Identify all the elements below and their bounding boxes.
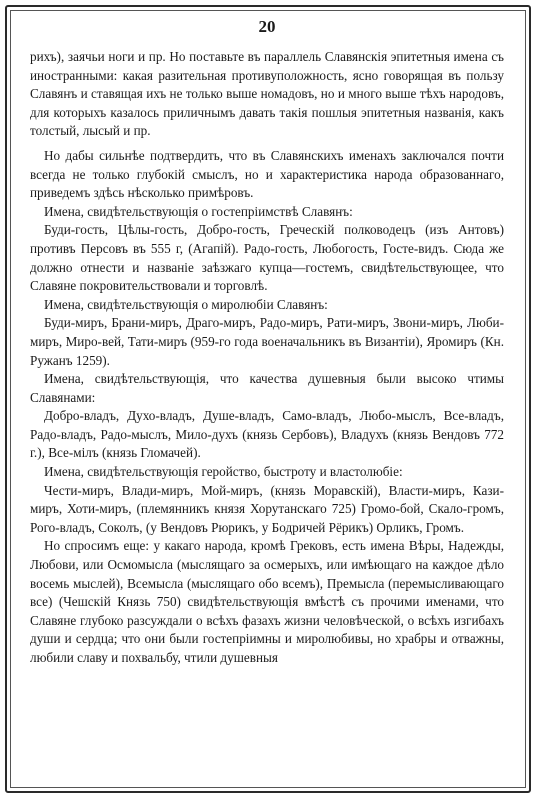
- section-heading-peacefulness: Имена, свидѣтельствующія о миролюбіи Славянъ:: [44, 296, 328, 312]
- section-heading-hospitality: Имена, свидѣтельствующія о гостепріимствѣ Славянъ:: [44, 203, 353, 219]
- names-peacefulness: Буди-миръ, Брани-миръ, Драго-миръ, Радо-миръ, Рати-миръ, Звони-миръ, Люби-миръ, Миро-вей, Тати-миръ (959-го года военачальникъ въ Византіи), Яромиръ (Кн. Ружанъ 1259).: [30, 315, 504, 368]
- names-heroism: Чести-миръ, Влади-миръ, Мой-миръ, (князь Моравскій), Власти-миръ, Кази-миръ, Хоти-миръ, (племянникъ князя Хорутанскаго 725) Громо-бой, Скало-громъ, Рого-владъ, Соколъ, (у Вендовъ Рюрикъ, у Бодричей Рёрикъ) Орликъ, Громъ.: [30, 482, 504, 535]
- paragraph-intro-continuation: рихъ), заячьи ноги и пр. Но поставьте въ параллель Славянскія эпитетныя имена съ иностранными: какая разительная противуположность, ясно говорящая въ пользу Славянъ и ставящая ихъ не только выше номадовъ, но и много выше тѣхъ народовъ, для которыхъ казалось приличнымъ давать такія пошлыя эпитетныя названія, какъ толстый, лысый и пр.: [30, 49, 504, 139]
- page-number: 20: [258, 17, 276, 36]
- document-page: [30, 16, 504, 668]
- section-heading-soul-qualities: Имена, свидѣтельствующія, что качества душевныя были высоко чтимы Славянами:: [30, 371, 504, 405]
- names-soul-qualities: Добро-владъ, Духо-владъ, Душе-владъ, Само-владъ, Любо-мыслъ, Все-владъ, Радо-владъ, Радо-мыслъ, Мило-духъ (князь Сербовъ), Владухъ (князь Вендовъ 772 г.), Все-мілъ (князь Гломачей).: [30, 408, 504, 461]
- paragraph-question: Но спросимъ еще: у какаго народа, кромѣ Грековъ, есть имена Вѣры, Надежды, Любови, или Осмомысла (мыслящаго за осмерыхъ, или имѣющаго на каждое дѣло восемь мыслей), Всемысла (мыслящаго обо всемъ), Премысла (перемысливающаго все) (Чешскій Князь 750) свидѣтельствующія вмѣстѣ съ прочими именами, что Славяне глубоко разсуждали о всѣхъ фазахъ жизни человѣческой, о всѣхъ изгибахъ души и сердца; что они были гостепріимны и миролюбивы, но храбры и отважны, любили славу и похвальбу, чтили душевныя: [30, 538, 504, 665]
- paragraph-thesis: Но дабы сильнѣе подтвердить, что въ Славянскихъ именахъ заключался почти всегда не только глубокій смыслъ, но и характеристика народа образованнаго, приведемъ здѣсь нѣсколько примѣровъ.: [30, 147, 504, 201]
- names-hospitality: Буди-гость, Цѣлы-гость, Добро-гость, Греческій полководецъ (изъ Антовъ) противъ Персовъ въ 555 г, (Агапій). Радо-гость, Любогость, Госте-видъ. Сюда же должно отнести и названіе заѣзжаго купца—гостемъ, свидѣтельствующее, что Славяне покровительствовали и торговлѣ.: [30, 222, 504, 294]
- section-heading-heroism: Имена, свидѣтельствующія геройство, быстроту и властолюбіе:: [44, 464, 403, 480]
